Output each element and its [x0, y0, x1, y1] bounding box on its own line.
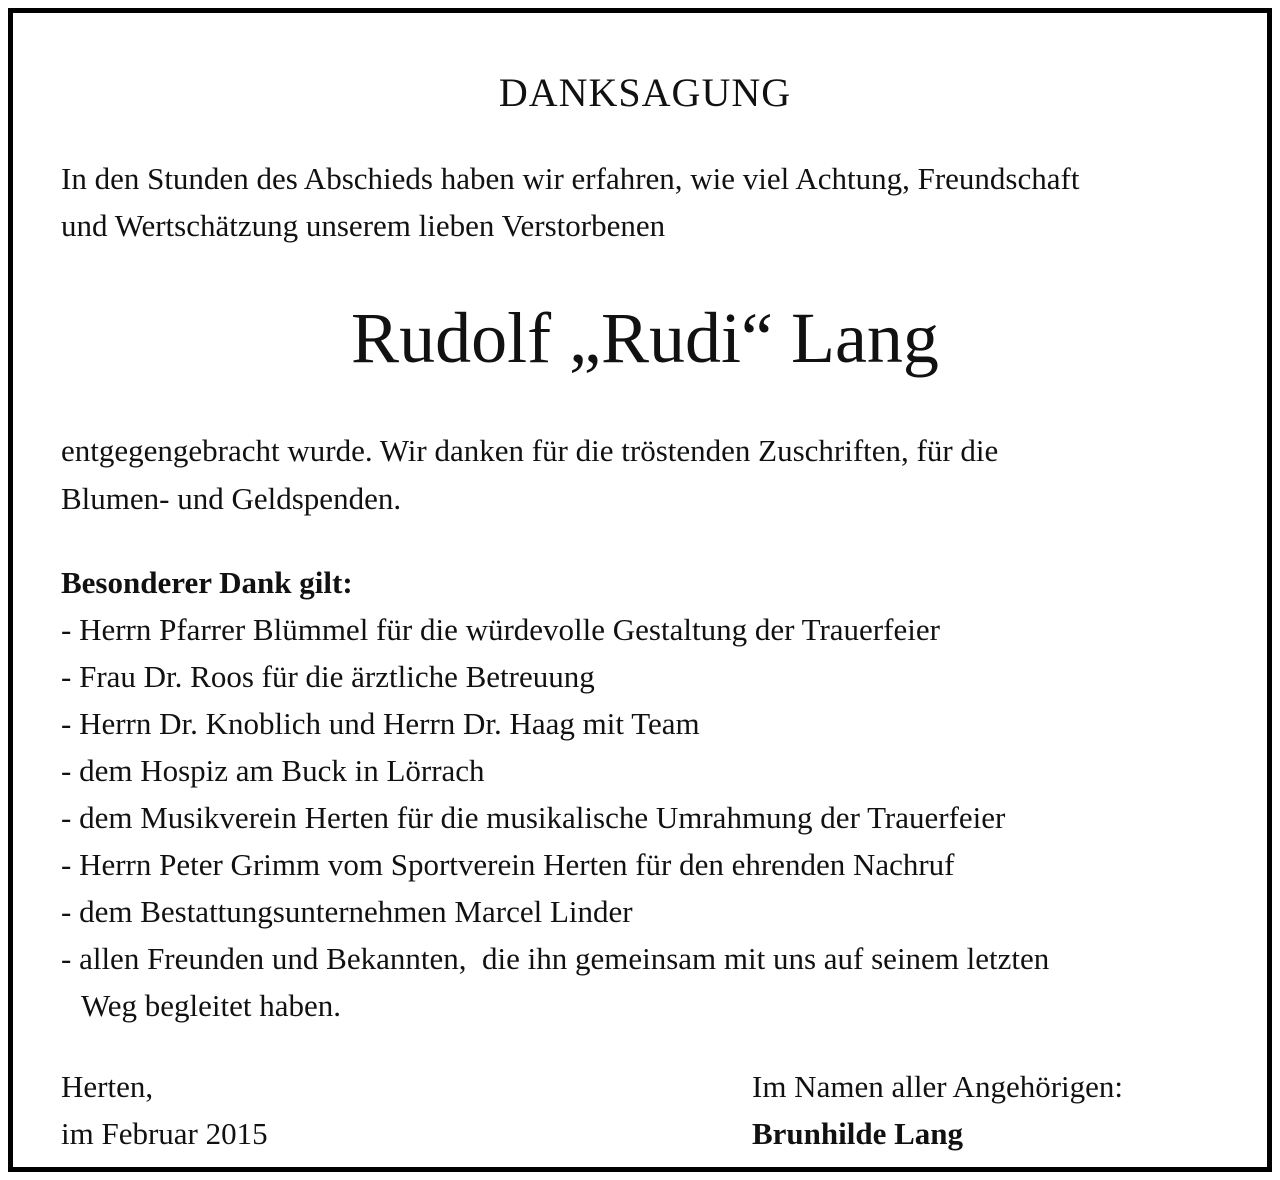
footer-signer: Brunhilde Lang	[752, 1116, 964, 1151]
list-item: - dem Musikverein Herten für die musikalische Umrahmung der Trauerfeier	[61, 800, 1006, 835]
list-item: - Herrn Dr. Knoblich und Herrn Dr. Haag mit Team	[61, 706, 700, 741]
footer-date: im Februar 2015	[61, 1116, 268, 1151]
list-item: - Herrn Pfarrer Blümmel für die würdevolle Gestaltung der Trauerfeier	[61, 612, 940, 647]
thanks-line-2: Blumen- und Geldspenden.	[61, 481, 402, 516]
intro-line-2: und Wertschätzung unserem lieben Verstorbenen	[61, 208, 666, 243]
list-item: - Frau Dr. Roos für die ärztliche Betreuung	[61, 659, 595, 694]
list-item: - allen Freunden und Bekannten, die ihn gemeinsam mit uns auf seinem letzten	[61, 941, 1050, 976]
notice-frame	[8, 8, 1272, 1172]
intro-line-1: In den Stunden des Abschieds haben wir erfahren, wie viel Achtung, Freundschaft	[61, 161, 1080, 196]
intro-paragraph	[61, 155, 1261, 249]
special-thanks-list	[61, 606, 1261, 1029]
deceased-name: Rudolf „Rudi“ Lang	[351, 298, 939, 378]
footer-on-behalf: Im Namen aller Angehörigen:	[752, 1069, 1124, 1104]
thanks-paragraph	[61, 427, 1261, 523]
special-thanks-title: Besonderer Dank gilt:	[61, 565, 353, 600]
special-thanks-section	[61, 559, 1261, 1029]
list-item: - Herrn Peter Grimm vom Sportverein Herten für den ehrenden Nachruf	[61, 847, 955, 882]
footer-signature	[752, 1063, 1123, 1157]
notice-heading: DANKSAGUNG	[498, 70, 792, 115]
thanks-line-1: entgegengebracht wurde. Wir danken für die tröstenden Zuschriften, für die	[61, 433, 999, 468]
footer-place-date	[61, 1063, 268, 1157]
list-item: - dem Hospiz am Buck in Lörrach	[61, 753, 485, 788]
list-item: - dem Bestattungsunternehmen Marcel Linder	[61, 894, 633, 929]
footer-place: Herten,	[61, 1069, 154, 1104]
list-item-continuation: Weg begleitet haben.	[81, 988, 342, 1023]
